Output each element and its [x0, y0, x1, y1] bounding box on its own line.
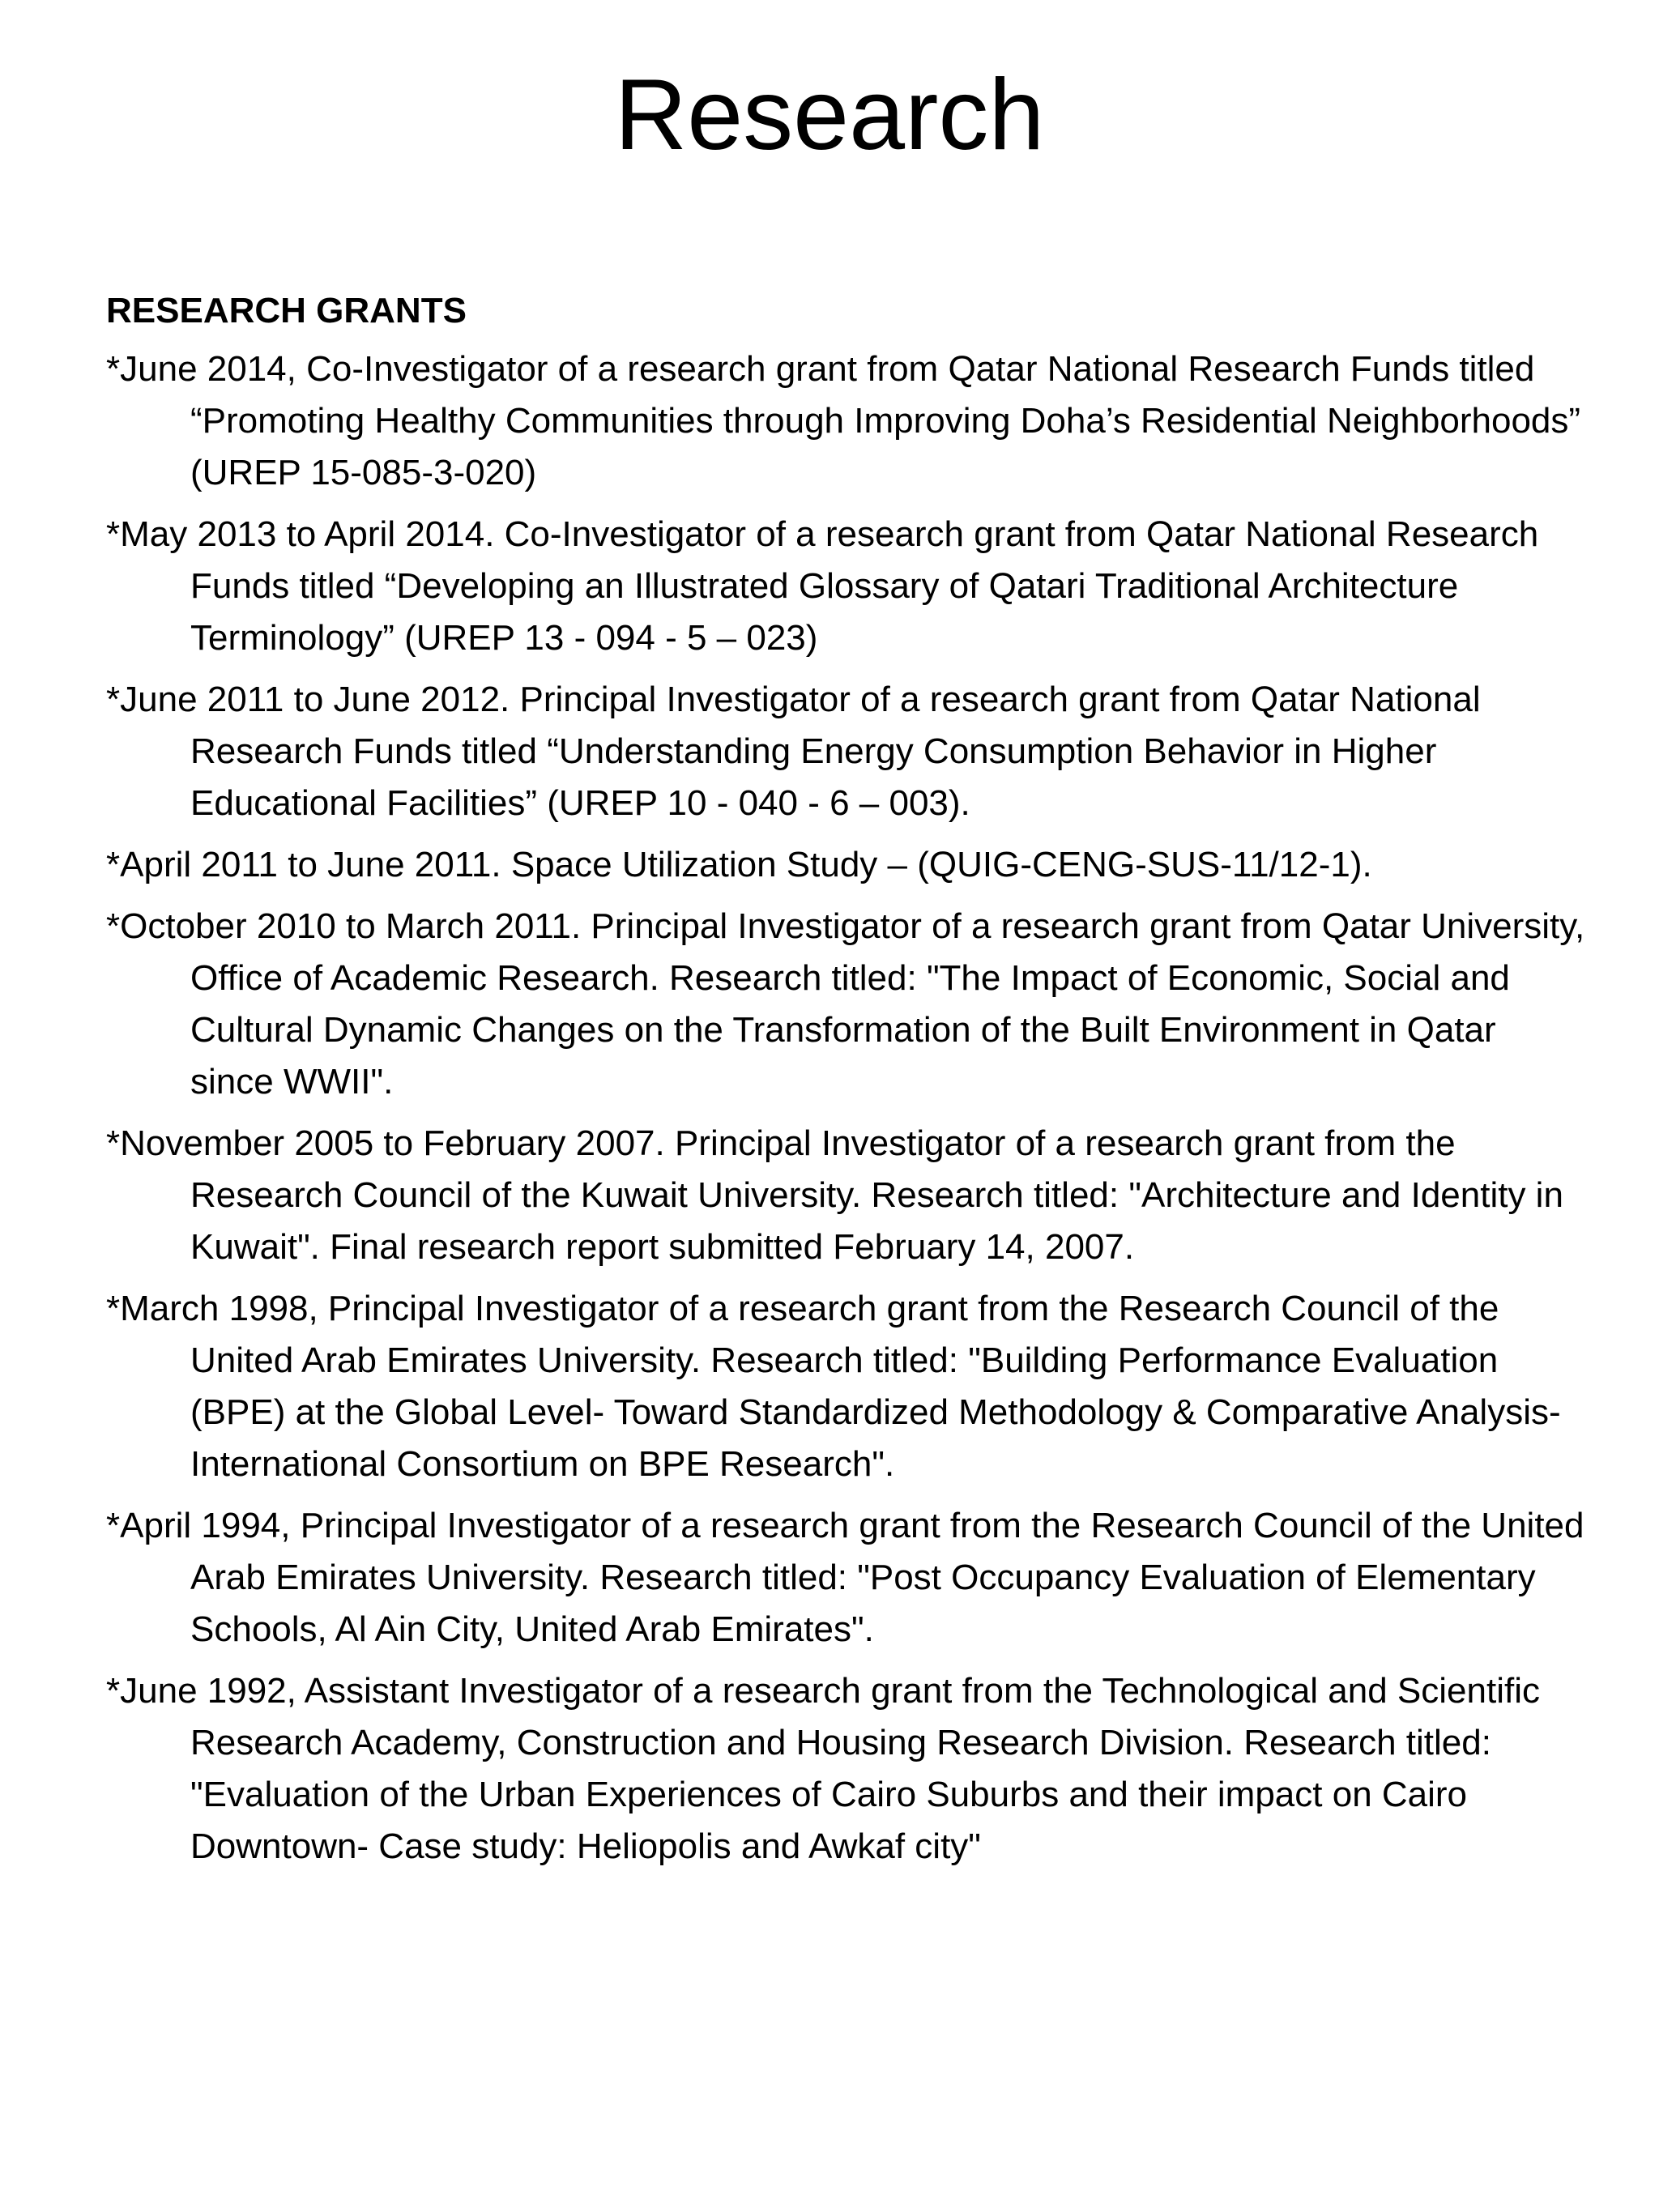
grant-item — [106, 343, 1589, 499]
bullet: * — [106, 1506, 121, 1545]
bullet: * — [106, 1123, 121, 1163]
grant-item — [106, 1665, 1589, 1873]
section-heading: RESEARCH GRANTS — [106, 291, 467, 330]
grant-item — [106, 901, 1589, 1108]
bullet: * — [106, 680, 121, 719]
content-area — [106, 285, 1589, 1882]
grant-text: June 1992, Assistant Investigator of a research grant from the Technological and Scientific Research Academy, Construction and Housing Research Division. Research titled: "Evaluation of the Urban Experiences of Cairo Suburbs and their impact on Cairo Downtown- Case study: Heliopolis and Awkaf city" — [120, 1671, 1540, 1866]
bullet: * — [106, 514, 121, 554]
bullet: * — [106, 906, 121, 946]
bullet: * — [106, 845, 121, 884]
grant-text: June 2014, Co-Investigator of a research grant from Qatar National Research Funds titled “Promoting Healthy Communities through Improving Doha’s Residential Neighborhoods” (UREP 15-085-3-020) — [120, 349, 1581, 492]
grant-text: June 2011 to June 2012. Principal Investigator of a research grant from Qatar National Research Funds titled “Understanding Energy Consumption Behavior in Higher Educational Facilities” (UREP 10 - 040 - 6 – 003). — [120, 680, 1481, 823]
grant-item — [106, 1500, 1589, 1656]
grant-text: May 2013 to April 2014. Co-Investigator of a research grant from Qatar National Research Funds titled “Developing an Illustrated Glossary of Qatari Traditional Architecture Terminology” (UREP 13 - 094 - 5 – 023) — [120, 514, 1539, 658]
grant-item — [106, 1118, 1589, 1273]
grant-list — [106, 343, 1589, 1873]
grant-item — [106, 839, 1589, 891]
bullet: * — [106, 1289, 121, 1328]
grant-text: November 2005 to February 2007. Principal Investigator of a research grant from the Research Council of the Kuwait University. Research titled: "Architecture and Identity in Kuwait". Final research report submitted February 14, 2007. — [120, 1123, 1563, 1267]
grant-text: March 1998, Principal Investigator of a research grant from the Research Council of the United Arab Emirates University. Research titled: "Building Performance Evaluation (BPE) at the Global Level- Toward Standardized Methodology & Comparative Analysis- International Consortium on BPE Research". — [120, 1289, 1561, 1484]
bullet: * — [106, 1671, 121, 1711]
grant-item — [106, 674, 1589, 829]
grant-item — [106, 509, 1589, 664]
grant-text: April 2011 to June 2011. Space Utilization Study – (QUIG-CENG-SUS-11/12-1). — [120, 845, 1372, 884]
grant-text: April 1994, Principal Investigator of a research grant from the Research Council of the United Arab Emirates University. Research titled: "Post Occupancy Evaluation of Elementary Schools, Al Ain City, United Arab Emirates". — [120, 1506, 1584, 1649]
page-title: Research — [614, 59, 1045, 171]
bullet: * — [106, 349, 121, 389]
grant-item — [106, 1283, 1589, 1490]
grant-text: October 2010 to March 2011. Principal Investigator of a research grant from Qatar University, Office of Academic Research. Research titled: "The Impact of Economic, Social and Cultural Dynamic Changes on the Transformation of the Built Environment in Qatar since WWII". — [120, 906, 1585, 1102]
